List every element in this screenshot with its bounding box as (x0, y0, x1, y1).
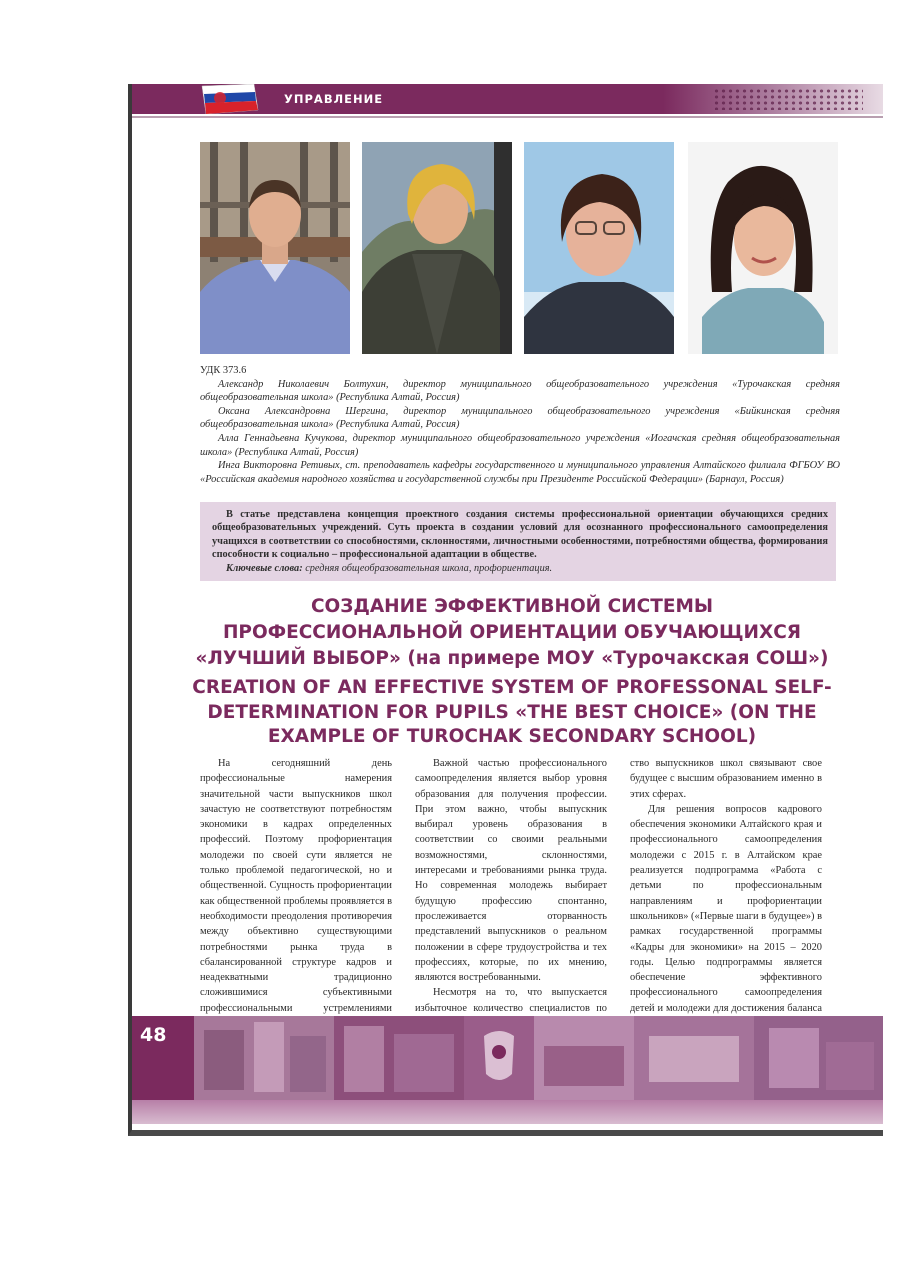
keywords-label: Ключевые слова: (226, 563, 303, 575)
author-photo-2 (362, 142, 512, 354)
title-en-line-3: EXAMPLE OF TUROCHAK SECONDARY SCHOOL) (267, 726, 757, 747)
author-photo-1 (200, 142, 350, 354)
column-3-paragraph-2: Для решения вопросов кадрового обеспечения экономики Алтайского края и профессионального самоопределения молодежи с 2015 г. в Алтайском крае реализуется подпрограмма «Работа с детьми по профессиональным направлениям и профориентации школьников» («Первые шаги в будущее») в рамках государственной программы «Кадры для экономики» на 2015 – 2020 годы. Целью подпрограммы является обеспечение эффективного профессионального самоопределения детей и молодежи для достижения баланса (630, 803, 822, 1014)
author-4: Инга Викторовна Ретивых, ст. преподаватель кафедры государственного и муниципального управления Алтайского филиала ФГБОУ ВО «Российская академия народного хозяйства и государственной службы при Президенте Российской Федерации» (Барнаул, Россия) (200, 460, 840, 485)
title-russian (172, 594, 852, 672)
footer-lower-band (132, 1100, 883, 1124)
header-dot-pattern (713, 88, 863, 110)
author-3: Алла Геннадьевна Кучукова, директор муниципального общеобразовательного учреждения «Иогачская средняя общеобразовательная школа» (Республика Алтай, Россия) (200, 432, 840, 458)
udk-code: УДК 373.6 (200, 365, 247, 376)
title-english (172, 676, 852, 750)
column-3-paragraph-1: ство выпускников школ связывают свое будущее с высшим образованием именно в этих сферах. (630, 758, 822, 800)
author-1: Александр Николаевич Болтухин, директор муниципального общеобразовательного учреждения «Турочакская средняя общеобразовательная школа» (Республика Алтай, Россия) (200, 378, 840, 404)
column-1-paragraph: На сегодняшний день профессиональные намерения значительной части выпускников школ зачастую не соответствуют потребностям экономики в кадрах определенных профессий. Поэтому профориентация молодежи по своей сути является не только проблемой педагогической, но и общественной. Сущность профориентации как общественной проблемы проявляется в необходимости преодоления противоречия между объективно существующими потребностями рынка труда в сбалансированной структуре кадров и неадекватными традиционно сложившимися субъективными профессиональными устремлениями (200, 758, 392, 1014)
footer-photo-collage (194, 1016, 883, 1100)
body-column-1 (200, 756, 392, 1031)
article-metadata (200, 364, 840, 486)
title-en-line-1: CREATION OF AN EFFECTIVE SYSTEM OF PROFESSONAL SELF- (192, 677, 832, 698)
russian-flag-icon (198, 84, 264, 114)
keywords-text: средняя общеобразовательная школа, профориентация. (305, 563, 553, 575)
title-ru-line-2: ПРОФЕССИОНАЛЬНОЙ ОРИЕНТАЦИИ ОБУЧАЮЩИХСЯ (222, 622, 802, 643)
coat-of-arms-icon (484, 1031, 514, 1080)
section-label: УПРАВЛЕНИЕ (284, 92, 384, 106)
header-divider (132, 116, 883, 118)
man-portrait-icon (200, 142, 350, 354)
body-column-3 (630, 756, 822, 1047)
author-photo-3 (524, 142, 674, 354)
woman-portrait-icon (362, 142, 512, 354)
title-ru-line-3: «ЛУЧШИЙ ВЫБОР» (на примере МОУ «Турочакская СОШ») (195, 648, 829, 669)
column-2-paragraph-1: Важной частью профессионального самоопределения является выбор уровня образования для получения профессии. При этом важно, чтобы выпускник выбирал уровень образования в соответствии со своими реальными возможностями, склонностями, интересами и требованиями рынка труда. Но современная молодежь выбирает будущую профессию спонтанно, прослеживается оторванность представлений выпускников о реальном положении в сфере трудоустройства и тех профессиях, которые, по их мнению, являются востребованными. (415, 758, 607, 984)
author-photo-4 (688, 142, 838, 354)
abstract-text: В статье представлена концепция проектного создания системы профессиональной ориентации обучающихся средних общеобразовательных учреждений. Суть проекта в создании условий для осознанного профессионального самоопределения учащихся в соответствии со способностями, склонностями, личностными особенностями, потребностями общества, формирования способности к социально – профессиональной адаптации в обществе. (212, 509, 828, 560)
title-en-line-2: DETERMINATION FOR PUPILS «THE BEST CHOICE» (ON THE (207, 701, 817, 723)
keywords (212, 562, 828, 575)
woman-portrait-icon (524, 142, 674, 354)
footer-band (132, 1016, 883, 1100)
woman-portrait-icon (688, 142, 838, 354)
author-2: Оксана Александровна Шергина, директор муниципального общеобразовательного учреждения «Бийкинская средняя общеобразовательная школа» (Республика Алтай, Россия) (200, 405, 840, 431)
magazine-page (128, 84, 883, 1136)
column-2-paragraph-2: Несмотря на то, что выпускается избыточное количество специалистов по (415, 987, 607, 1014)
abstract-box (200, 502, 836, 581)
page-number: 48 (140, 1024, 167, 1046)
body-column-2 (415, 756, 607, 1031)
title-ru-line-1: СОЗДАНИЕ ЭФФЕКТИВНОЙ СИСТЕМЫ (310, 596, 714, 617)
